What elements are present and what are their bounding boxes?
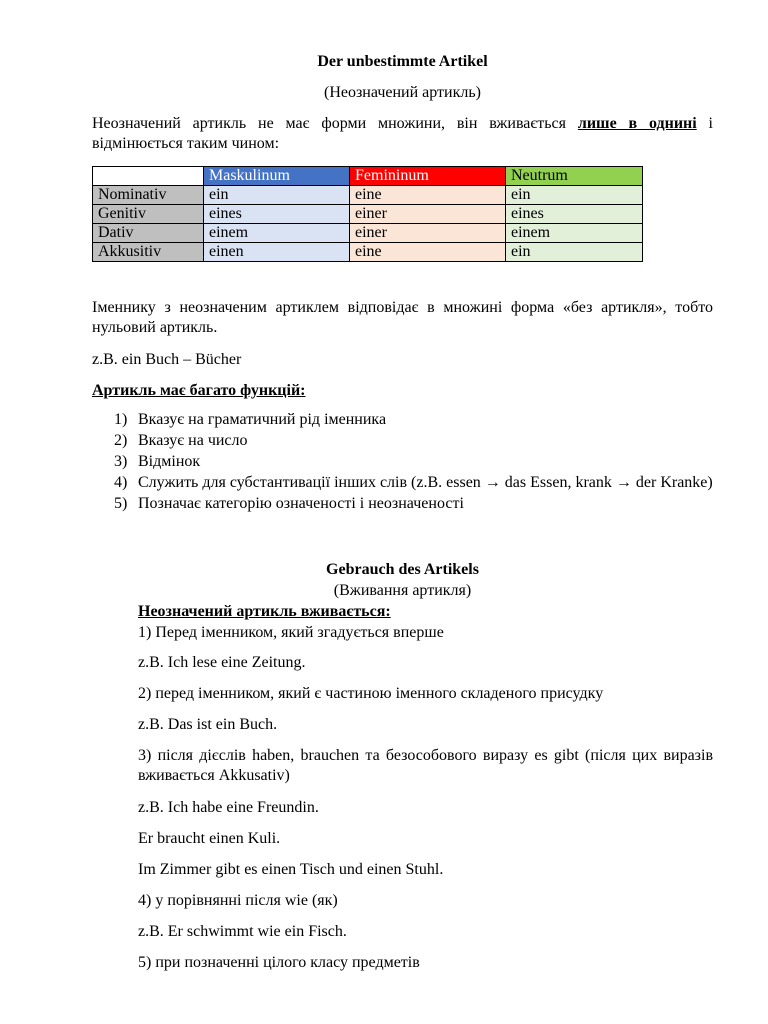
list-item — [92, 431, 713, 451]
usage-line: z.B. Er schwimmt wie ein Fisch. — [138, 923, 347, 940]
usage-line: 3) після дієслів haben, brauchen та безособового виразу es gibt (після цих виразів вживається Akkusativ) — [138, 747, 713, 784]
usage-line: Er braucht einen Kuli. — [138, 830, 281, 847]
usage-line: z.B. Ich habe eine Freundin. — [138, 799, 319, 816]
list-text: Відмінок — [138, 453, 201, 470]
intro-text-end: і відмінюється таким чином: — [92, 115, 713, 152]
declension-table — [92, 166, 643, 262]
list-text: Служить для субстантивації інших слів (z.B. essen → das Essen, krank → der Kranke) — [138, 474, 713, 491]
table-row — [93, 205, 643, 224]
document-title: Der unbestimmte Artikel — [317, 53, 488, 70]
usage-line: z.B. Das ist ein Buch. — [138, 716, 278, 733]
plural-note: Іменнику з неозначеним артиклем відповідає в множині форма «без артикля», тобто нульовий артикль. — [92, 299, 713, 336]
table-cell: einem — [204, 224, 350, 243]
list-number: 3) — [114, 453, 128, 470]
list-number: 4) — [114, 474, 128, 491]
table-cell: einen — [204, 243, 350, 262]
table-cell: einer — [350, 205, 506, 224]
usage-line: Im Zimmer gibt es einen Tisch und einen Stuhl. — [138, 861, 444, 878]
table-cell: eine — [350, 186, 506, 205]
usage-line: 4) у порівнянні після wie (як) — [138, 892, 338, 909]
list-item — [92, 452, 713, 472]
table-cell: ein — [506, 186, 643, 205]
header-maskulinum: Maskulinum — [204, 167, 350, 186]
usage-subtitle: (Вживання артикля) — [333, 582, 472, 599]
case-label: Genitiv — [93, 205, 204, 224]
list-text: Вказує на число — [138, 432, 248, 449]
table-row — [93, 186, 643, 205]
list-text: Вказує на граматичний рід іменника — [138, 411, 387, 428]
case-label: Dativ — [93, 224, 204, 243]
table-cell: eines — [506, 205, 643, 224]
list-item — [92, 473, 713, 493]
list-number: 5) — [114, 495, 128, 512]
usage-line: 1) Перед іменником, який згадується вперше — [138, 624, 444, 641]
table-header-row — [93, 167, 643, 186]
table-cell: einem — [506, 224, 643, 243]
list-number: 1) — [114, 411, 128, 428]
usage-title: Gebrauch des Artikels — [326, 561, 479, 578]
header-neutrum: Neutrum — [506, 167, 643, 186]
header-femininum: Femininum — [350, 167, 506, 186]
intro-emphasis: лише в однині — [577, 115, 697, 132]
list-text: Позначає категорію означеності і неозначеності — [138, 495, 464, 512]
table-cell: ein — [506, 243, 643, 262]
case-label: Nominativ — [93, 186, 204, 205]
list-item — [92, 410, 713, 430]
list-number: 2) — [114, 432, 128, 449]
table-corner-cell — [93, 167, 204, 186]
table-cell: eines — [204, 205, 350, 224]
functions-heading: Артикль має багато функцій: — [92, 382, 306, 399]
table-cell: ein — [204, 186, 350, 205]
intro-paragraph — [92, 114, 713, 154]
usage-line: 5) при позначенні цілого класу предметів — [138, 954, 420, 971]
usage-line: 2) перед іменником, який є частиною іменного складеного присудку — [138, 685, 604, 702]
table-row — [93, 224, 643, 243]
table-row — [93, 243, 643, 262]
table-cell: eine — [350, 243, 506, 262]
functions-list — [92, 410, 713, 515]
case-label: Akkusitiv — [93, 243, 204, 262]
list-item — [92, 494, 713, 514]
document-subtitle: (Неозначений артикль) — [324, 84, 481, 101]
plural-example: z.B. ein Buch – Bücher — [92, 351, 242, 368]
usage-line: z.B. Ich lese eine Zeitung. — [138, 654, 306, 671]
table-cell: einer — [350, 224, 506, 243]
usage-heading: Неозначений артикль вживається: — [138, 603, 391, 620]
intro-text: Неозначений артикль не має форми множини, він вживається — [92, 115, 578, 132]
